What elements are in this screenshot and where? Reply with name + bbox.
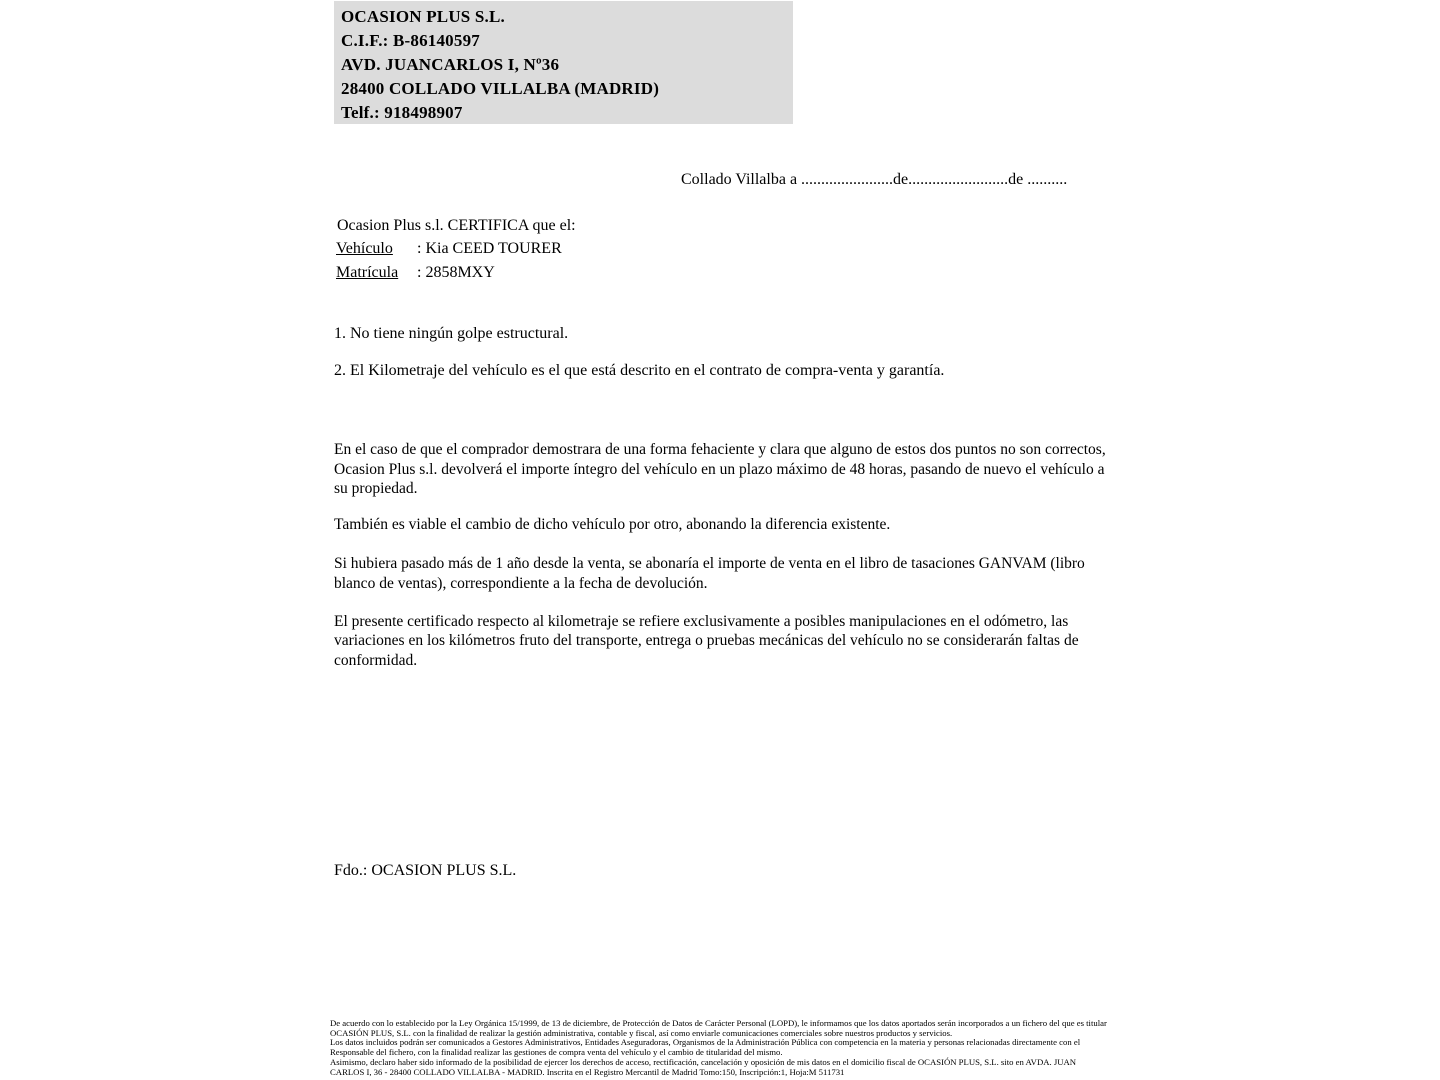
- company-address: AVD. JUANCARLOS I, Nº36: [341, 55, 560, 74]
- footer-line: CARLOS I, 36 - 28400 COLLADO VILLALBA - MADRID. Inscrita en el Registro Mercantil de Madrid Tomo:150, Inscripción:1, Hoja:M 511731: [330, 1066, 845, 1077]
- point-item-2: 2. El Kilometraje del vehículo es el que está descrito en el contrato de compra-venta y garantía.: [334, 362, 945, 379]
- vehicle-row: [336, 240, 562, 258]
- certify-intro: Ocasion Plus s.l. CERTIFICA que el:: [337, 217, 576, 234]
- vehicle-value: : Kia CEED TOURER: [417, 240, 562, 257]
- body-paragraph-exchange: También es viable el cambio de dicho vehículo por otro, abonando la diferencia existente.: [334, 515, 891, 533]
- legal-footer: [330, 1019, 1107, 1077]
- footer-line: Responsable del fichero, con la finalidad realizar las gestiones de compra venta del vehículo y el cambio de titularidad del mismo.: [330, 1047, 783, 1058]
- point-item-1: 1. No tiene ningún golpe estructural.: [334, 325, 569, 342]
- company-phone: Telf.: 918498907: [341, 103, 463, 122]
- date-line: Collado Villalba a .......................de.........................de ..........: [681, 171, 1068, 188]
- company-header-box: [334, 1, 793, 124]
- body-paragraph-ganvam: Si hubiera pasado más de 1 año desde la venta, se abonaría el importe de venta en el libro de tasaciones GANVAM (libro blanco de ventas), correspondiente a la fecha de devolución.: [334, 555, 1085, 592]
- footer-line: OCASIÓN PLUS, S.L. con la finalidad de realizar la gestión administrativa, contable y fiscal, así como enviarle comunicaciones comerciales sobre nuestros productos y servicios.: [330, 1027, 953, 1038]
- body-text-block: [334, 440, 1109, 670]
- plate-label: Matrícula: [336, 264, 399, 281]
- plate-row: [336, 264, 495, 282]
- plate-value: : 2858MXY: [417, 264, 495, 281]
- body-paragraph-refund: En el caso de que el comprador demostrara de una forma fehaciente y clara que alguno de estos dos puntos no son correctos, Ocasion Plus s.l. devolverá el importe íntegro del vehículo en un plazo máximo de 48 horas, pasando de nuevo el vehículo a su propiedad.: [334, 441, 1106, 498]
- company-cif: C.I.F.: B-86140597: [341, 31, 480, 50]
- signature-line: Fdo.: OCASION PLUS S.L.: [334, 862, 517, 879]
- body-paragraph-odometer: El presente certificado respecto al kilometraje se refiere exclusivamente a posibles manipulaciones en el odómetro, las variaciones en los kilómetros fruto del transporte, entrega o pruebas mecánicas del vehículo no se considerarán faltas de conformidad.: [334, 612, 1079, 669]
- footer-line: Los datos incluidos podrán ser comunicados a Gestores Administrativos, Entidades Aseguradoras, Organismos de la Administración Pública con competencia en la materia y personas relacionadas directamente con el: [330, 1037, 1081, 1048]
- footer-line: Asimismo, declaro haber sido informado de la posibilidad de ejercer los derechos de acceso, rectificación, cancelación y oposición de mis datos en el domicilio fiscal de OCASIÓN PLUS, S.L. sito en AVDA. JUAN: [330, 1056, 1077, 1067]
- company-city: 28400 COLLADO VILLALBA (MADRID): [341, 79, 660, 98]
- footer-line: De acuerdo con lo establecido por la Ley Orgánica 15/1999, de 13 de diciembre, de Protección de Datos de Carácter Personal (LOPD), le informamos que los datos aportados serán incorporados a un fichero del que es titular: [330, 1018, 1107, 1028]
- vehicle-label: Vehículo: [336, 240, 393, 257]
- company-name: OCASION PLUS S.L.: [341, 7, 505, 26]
